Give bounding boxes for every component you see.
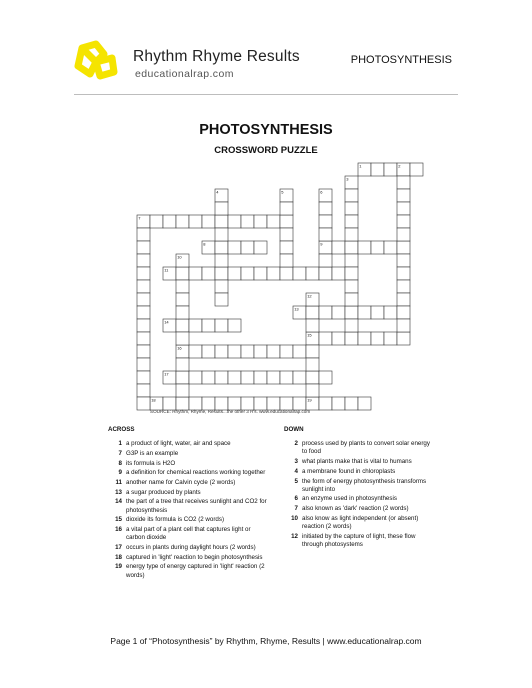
page-title: PHOTOSYNTHESIS <box>199 122 333 138</box>
grid-cell[interactable] <box>241 241 254 254</box>
grid-cell[interactable] <box>319 306 332 319</box>
grid-cell[interactable] <box>137 371 150 384</box>
grid-cell[interactable] <box>397 293 410 306</box>
grid-cell[interactable] <box>306 358 319 371</box>
across-clue <box>108 526 268 542</box>
clue-text: process used by plants to convert solar energy to food <box>302 440 430 456</box>
grid-cell[interactable] <box>189 319 202 332</box>
grid-cell[interactable] <box>176 215 189 228</box>
grid-cell[interactable] <box>215 371 228 384</box>
grid-cell[interactable] <box>137 267 150 280</box>
source-line: SOURCE: Rhythm, Rhyme, Results...the other 3 R's. www.educationalrap.com <box>150 409 311 414</box>
grid-cell[interactable] <box>345 306 358 319</box>
clue-text: a sugar produced by plants <box>126 488 201 496</box>
grid-cell[interactable] <box>241 267 254 280</box>
clue-number: 3 <box>294 458 298 466</box>
grid-cell[interactable] <box>384 332 397 345</box>
clue-number: 2 <box>294 440 298 448</box>
grid-cell[interactable] <box>319 202 332 215</box>
grid-cell[interactable] <box>345 280 358 293</box>
grid-cell[interactable] <box>280 241 293 254</box>
clue-number: 1 <box>118 440 122 448</box>
cell-number: 6 <box>320 189 323 195</box>
cell-number: 12 <box>307 293 312 299</box>
grid-cell[interactable] <box>306 319 319 332</box>
down-heading: DOWN <box>284 426 304 433</box>
grid-cell[interactable] <box>319 267 332 280</box>
grid-cell[interactable] <box>397 228 410 241</box>
grid-cell[interactable] <box>215 345 228 358</box>
clue-number: 9 <box>118 469 122 477</box>
grid-cell[interactable] <box>137 358 150 371</box>
grid-cell[interactable] <box>137 241 150 254</box>
grid-cell[interactable] <box>150 215 163 228</box>
down-clue <box>284 515 434 531</box>
clue-number: 12 <box>291 532 298 540</box>
grid-cell[interactable] <box>254 241 267 254</box>
cell-number: 17 <box>164 371 169 377</box>
grid-cell[interactable] <box>345 254 358 267</box>
grid-cell[interactable] <box>397 241 410 254</box>
grid-cell[interactable] <box>215 319 228 332</box>
grid-cell[interactable] <box>332 397 345 410</box>
clue-number: 17 <box>115 543 122 551</box>
grid-cell[interactable] <box>241 345 254 358</box>
clue-text: occurs in plants during daylight hours (2 words) <box>126 543 256 551</box>
cell-number: 15 <box>307 332 312 338</box>
grid-cell[interactable] <box>189 215 202 228</box>
grid-cell[interactable] <box>397 267 410 280</box>
clue-text: the form of energy photosynthesis transforms sunlight into <box>302 477 427 493</box>
grid-cell[interactable] <box>384 306 397 319</box>
grid-cell[interactable] <box>137 306 150 319</box>
grid-cell[interactable] <box>345 189 358 202</box>
grid-cell[interactable] <box>137 293 150 306</box>
grid-cell[interactable] <box>384 163 397 176</box>
grid-cell[interactable] <box>202 319 215 332</box>
grid-cell[interactable] <box>215 202 228 215</box>
clue-number: 16 <box>115 526 122 534</box>
grid-cell[interactable] <box>397 215 410 228</box>
across-clues <box>108 426 268 581</box>
grid-cell[interactable] <box>176 319 189 332</box>
grid-cell[interactable] <box>215 228 228 241</box>
grid-cell[interactable] <box>345 332 358 345</box>
across-clue <box>108 516 268 524</box>
grid-cell[interactable] <box>345 293 358 306</box>
grid-cell[interactable] <box>228 319 241 332</box>
clue-text: an enzyme used in photosynthesis <box>302 495 397 503</box>
grid-cell[interactable] <box>254 371 267 384</box>
grid-cell[interactable] <box>267 345 280 358</box>
down-clue <box>284 468 434 476</box>
cell-number: 8 <box>203 241 206 247</box>
across-clue <box>108 479 268 487</box>
grid-cell[interactable] <box>306 267 319 280</box>
grid-cell[interactable] <box>137 332 150 345</box>
grid-cell[interactable] <box>306 306 319 319</box>
grid-cell[interactable] <box>189 267 202 280</box>
grid-cell[interactable] <box>267 215 280 228</box>
grid-cell[interactable] <box>228 215 241 228</box>
clue-text: another name for Calvin cycle (2 words) <box>126 479 236 487</box>
across-heading: ACROSS <box>108 426 135 433</box>
clue-number: 13 <box>115 488 122 496</box>
clue-number: 15 <box>115 516 122 524</box>
cell-number: 18 <box>151 397 156 403</box>
grid-cell[interactable] <box>163 215 176 228</box>
grid-cell[interactable] <box>293 371 306 384</box>
down-clue <box>284 440 434 456</box>
clue-number: 7 <box>294 505 298 513</box>
grid-cell[interactable] <box>241 371 254 384</box>
grid-cell[interactable] <box>345 319 358 332</box>
grid-cell[interactable] <box>345 215 358 228</box>
grid-cell[interactable] <box>345 267 358 280</box>
grid-cell[interactable] <box>280 371 293 384</box>
grid-cell[interactable] <box>397 202 410 215</box>
grid-cell[interactable] <box>371 332 384 345</box>
clue-text: captured in 'light' reaction to begin photosynthesis <box>126 553 263 561</box>
cell-number: 5 <box>281 189 284 195</box>
grid-cell[interactable] <box>254 215 267 228</box>
grid-cell[interactable] <box>228 267 241 280</box>
across-clue <box>108 498 268 514</box>
clue-text: the part of a tree that receives sunlight and CO2 for photosynthesis <box>126 498 267 514</box>
cell-number: 3 <box>346 176 349 182</box>
grid-cell[interactable] <box>397 280 410 293</box>
clue-number: 19 <box>115 563 122 571</box>
grid-cell[interactable] <box>202 215 215 228</box>
grid-cell[interactable] <box>319 254 332 267</box>
across-clue <box>108 450 268 458</box>
clue-text: dioxide its formula is CO2 (2 words) <box>126 516 224 524</box>
cell-number: 9 <box>320 241 323 247</box>
grid-cell[interactable] <box>137 228 150 241</box>
clue-number: 14 <box>115 498 122 506</box>
clue-number: 8 <box>118 459 122 467</box>
grid-cell[interactable] <box>176 384 189 397</box>
brand-url: educationalrap.com <box>135 68 234 80</box>
grid-cell[interactable] <box>397 332 410 345</box>
across-clue <box>108 460 268 468</box>
cell-number: 13 <box>294 306 299 312</box>
clue-number: 11 <box>115 479 122 487</box>
grid-cell[interactable] <box>189 371 202 384</box>
grid-cell[interactable] <box>397 306 410 319</box>
grid-cell[interactable] <box>267 371 280 384</box>
grid-cell[interactable] <box>280 254 293 267</box>
down-clue <box>284 458 434 466</box>
grid-cell[interactable] <box>332 241 345 254</box>
grid-cell[interactable] <box>293 267 306 280</box>
cell-number: 2 <box>398 163 401 169</box>
grid-cell[interactable] <box>176 371 189 384</box>
grid-cell[interactable] <box>176 280 189 293</box>
grid-cell[interactable] <box>319 215 332 228</box>
grid-cell[interactable] <box>202 345 215 358</box>
grid-cell[interactable] <box>228 345 241 358</box>
across-clue <box>108 469 268 477</box>
clue-number: 18 <box>115 553 122 561</box>
grid-cell[interactable] <box>280 345 293 358</box>
across-clue <box>108 554 268 562</box>
clue-text: a membrane found in chloroplasts <box>302 467 396 475</box>
grid-cell[interactable] <box>371 306 384 319</box>
grid-cell[interactable] <box>358 332 371 345</box>
cell-number: 16 <box>177 345 182 351</box>
grid-cell[interactable] <box>215 254 228 267</box>
cell-number: 11 <box>164 267 169 273</box>
clue-number: 6 <box>294 495 298 503</box>
grid-cell[interactable] <box>319 228 332 241</box>
grid-cell[interactable] <box>189 345 202 358</box>
grid-cell[interactable] <box>397 254 410 267</box>
grid-cell[interactable] <box>176 293 189 306</box>
grid-cell[interactable] <box>306 371 319 384</box>
grid-cell[interactable] <box>137 384 150 397</box>
grid-cell[interactable] <box>228 371 241 384</box>
grid-cell[interactable] <box>176 358 189 371</box>
clue-text: G3P is an example <box>126 449 179 457</box>
clue-text: a product of light, water, air and space <box>126 440 231 448</box>
clue-text: also known as 'dark' reaction (2 words) <box>302 505 409 513</box>
grid-cell[interactable] <box>280 267 293 280</box>
down-clue <box>284 478 434 494</box>
page-footer: Page 1 of “Photosynthesis” by Rhythm, Rhyme, Results | www.educationalrap.com <box>110 636 422 646</box>
cell-number: 1 <box>359 163 362 169</box>
grid-cell[interactable] <box>371 241 384 254</box>
grid-cell[interactable] <box>215 293 228 306</box>
grid-cell[interactable] <box>280 215 293 228</box>
clue-text: its formula is H2O <box>126 459 176 467</box>
grid-cell[interactable] <box>215 280 228 293</box>
grid-cell[interactable] <box>176 332 189 345</box>
across-clue <box>108 544 268 552</box>
grid-cell[interactable] <box>241 215 254 228</box>
grid-cell[interactable] <box>332 267 345 280</box>
grid-cell[interactable] <box>228 241 241 254</box>
clue-text: initiated by the capture of light, these flow through photosystems <box>302 532 416 548</box>
clue-text: energy type of energy captured in 'light' reaction (2 words) <box>126 563 265 579</box>
grid-cell[interactable] <box>202 371 215 384</box>
grid-cell[interactable] <box>137 319 150 332</box>
cell-number: 19 <box>307 397 312 403</box>
grid-cell[interactable] <box>358 397 371 410</box>
clue-text: a definition for chemical reactions working together <box>126 469 266 477</box>
grid-cell[interactable] <box>332 332 345 345</box>
grid-cell[interactable] <box>280 228 293 241</box>
grid-cell[interactable] <box>137 280 150 293</box>
grid-cell[interactable] <box>137 254 150 267</box>
clue-text: what plants make that is vital to humans <box>302 458 412 466</box>
grid-cell[interactable] <box>137 345 150 358</box>
grid-cell[interactable] <box>397 319 410 332</box>
grid-cell[interactable] <box>215 267 228 280</box>
across-clue <box>108 440 268 448</box>
down-clue <box>284 505 434 513</box>
grid-cell[interactable] <box>319 397 332 410</box>
grid-cell[interactable] <box>254 267 267 280</box>
grid-cell[interactable] <box>306 345 319 358</box>
clue-number: 10 <box>291 514 298 522</box>
grid-cell[interactable] <box>202 267 215 280</box>
grid-cell[interactable] <box>176 267 189 280</box>
clue-number: 7 <box>118 449 122 457</box>
clue-text: a vital part of a plant cell that captures light or carbon dioxide <box>126 526 251 542</box>
grid-cell[interactable] <box>345 228 358 241</box>
down-clues <box>284 426 434 551</box>
across-clue <box>108 563 268 579</box>
grid-cell[interactable] <box>254 345 267 358</box>
grid-cell[interactable] <box>410 163 423 176</box>
grid-cell[interactable] <box>371 163 384 176</box>
cell-number: 7 <box>138 215 141 221</box>
grid-cell[interactable] <box>215 241 228 254</box>
grid-cell[interactable] <box>215 215 228 228</box>
clue-number: 5 <box>294 477 298 485</box>
clue-text: also know as light independent (or absent) reaction (2 words) <box>302 514 419 531</box>
grid-cell[interactable] <box>293 345 306 358</box>
grid-cell[interactable] <box>345 202 358 215</box>
cell-number: 10 <box>177 254 182 260</box>
grid-cell[interactable] <box>176 306 189 319</box>
grid-cell[interactable] <box>358 306 371 319</box>
grid-cell[interactable] <box>306 384 319 397</box>
grid-cell[interactable] <box>397 189 410 202</box>
grid-cell[interactable] <box>319 371 332 384</box>
down-clue <box>284 533 434 549</box>
page-subtitle: CROSSWORD PUZZLE <box>214 145 318 156</box>
grid-cell[interactable] <box>345 397 358 410</box>
grid-cell[interactable] <box>332 306 345 319</box>
cell-number: 14 <box>164 319 169 325</box>
grid-cell[interactable] <box>345 241 358 254</box>
grid-cell[interactable] <box>397 176 410 189</box>
grid-cell[interactable] <box>358 241 371 254</box>
grid-cell[interactable] <box>137 397 150 410</box>
grid-cell[interactable] <box>280 202 293 215</box>
across-clue <box>108 489 268 497</box>
cell-number: 4 <box>216 189 219 195</box>
down-clue <box>284 495 434 503</box>
grid-cell[interactable] <box>384 241 397 254</box>
grid-cell[interactable] <box>267 267 280 280</box>
clue-number: 4 <box>294 467 298 475</box>
brand-name: Rhythm Rhyme Results <box>133 48 300 65</box>
grid-cell[interactable] <box>319 332 332 345</box>
header-title: PHOTOSYNTHESIS <box>350 54 452 66</box>
